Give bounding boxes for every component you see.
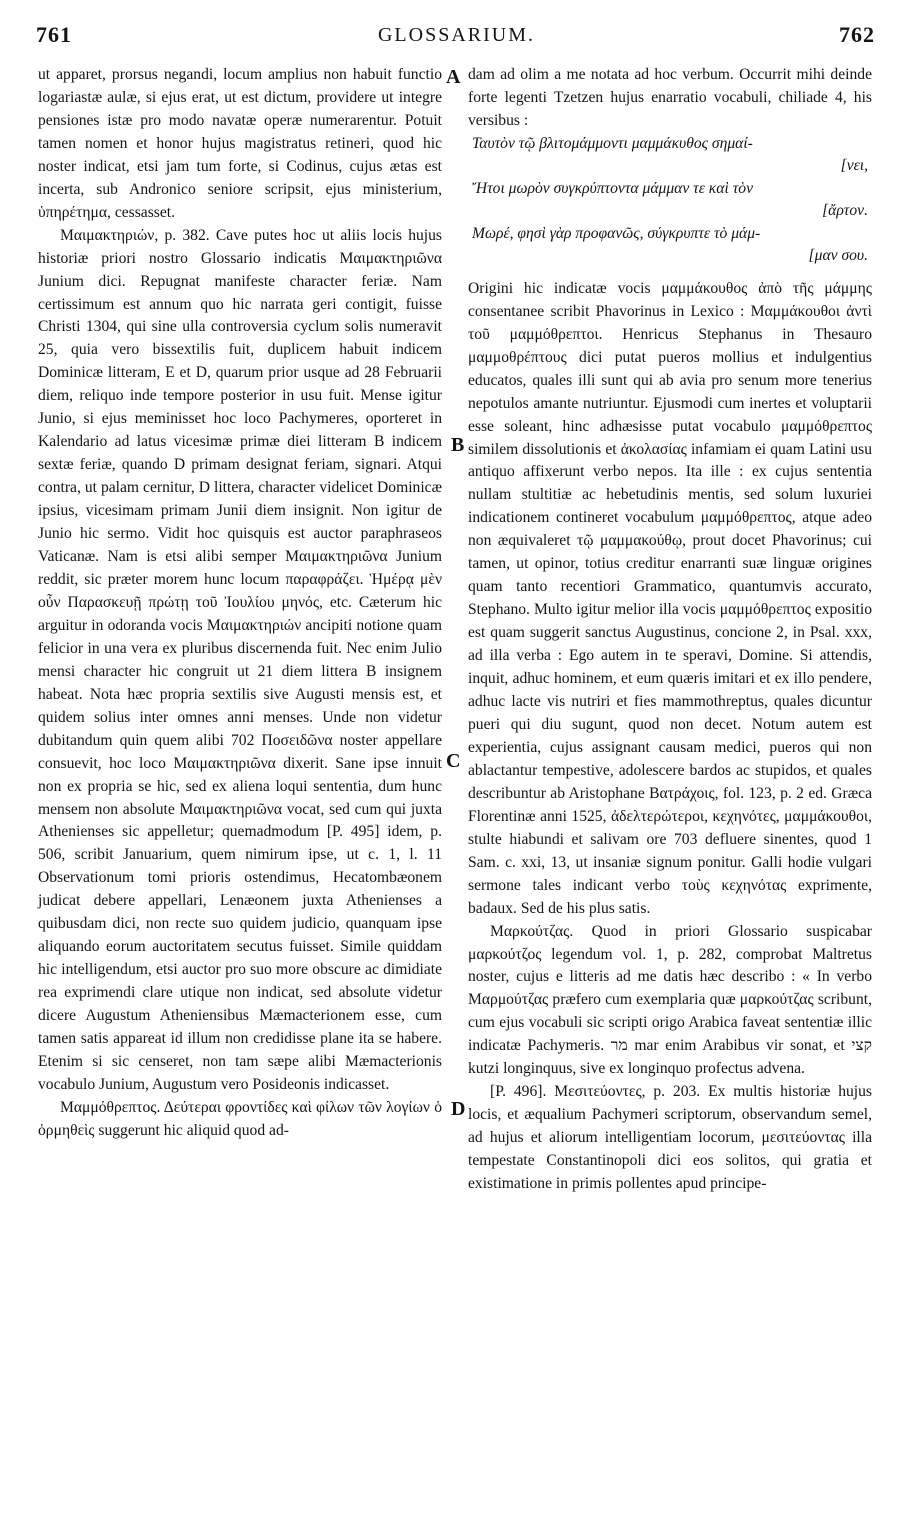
right-paragraph: Origini hic indicatæ vocis μαμμάκουθος ἀπὸ τῆς μάμμης consentanee scribit Phavorinus in Lexico : Μαμμάκουθοι ἀντὶ τοῦ μαμμόθρεπτοι. Henricus Stephanus in Thesauro μαμμοθρέπτους dici putat pueros mollius et indulgentius educatos, quales illi sunt qui ab avia pro senum more tenerius nepotulos amante nutriuntur. Ejusmodi cum inertes et voluptarii esse soleant, hinc adhæsisse putat vocabulo μαμμόθρεπτος similem dissolutionis et ἀκολασίας infamiam ei quam Latini usu antiquo affixerunt verbo nepos. Ita ille : ex cujus sententia nullam stultitiæ ac hebetudinis mentis, sed solum luxuriei indicationem contineret vocabulum μαμμόθρεπτος, atque adeo non æquivaleret τῷ μαμμακούθῳ, prout docet Phavorinus; cui tamen, ut opinor, totius creditur enarranti suæ linguæ origines quam tanto recentiori Grammatico, quantumvis accurato, Stephano. Multo igitur melior illa vocis μαμμόθρεπτος expositio est quam suggerit sanctus Augustinus, concione 2, in Psal. xxx, ad illa verba : Ego autem in te speravi, Domine. Si attendis, inquit, adhuc hominem, et eum quæris imitari et ex illo pendere, adhuc lacte vis nutriri et fies mammothreptus, quales dicuntur pueri qui diu sugunt, quod non decet. Notum autem est experientia, cujus assignant causam medici, pueros qui non ablactantur tempestive, adolescere bardos ac stupidos, et quales describuntur ab Aristophane Βατράχοις, fol. 123, p. 2 ed. Græca Florentinæ anni 1525, ἀδελτερώτεροι, κεχηνότες, μαμμάκουθοι, stulte hiabundi et salivam ore 703 defluere sinentes, quod 1 Sam. c. xxi, 13, ut insaniæ signum ponitur. Galli hodie vulgari sermone tales indicant verbo τοὺς κεχηνότας exprimente, badaux. Sed de his plus satis. — [468, 279, 872, 917]
left-paragraph: Μαιμακτηριών, p. 382. Cave putes hoc ut aliis locis hujus historiæ priori nostro Glossario indicatis Μαιμακτηριῶνα Junium dici. Repugnat manifeste character feriæ. Nam certissimum est annum quo hic narrata geri contigit, fuisse Christi 1304, qui sine ulla controversia cyclum solis numeravit 25, quia vero bissextilis fuit, duplicem habuit indicem Dominicæ litteram, E et D, quarum prior usque ad 28 Februarii diem, reliquo inde tempore posterior in usu fuit. Mense igitur Junio, si ejus meminisset hoc loco Pachymeres, oporteret in Kalendario ad latus vicesimæ primæ diei litteram B indicem sextæ feriæ, quando D primam designat feriam, signari. Atqui contra, ut palam cernitur, D littera, character videlicet Dominicæ ipsius, vicesimam primam Junii diem insignit. Non igitur de Junio hic sermo. Vidit hoc quisquis est auctor paraphraseos Vaticanæ. Nam is etsi alibi semper Μαιμακτηριῶνα Junium reddit, sic præter morem hunc locum παραφράζει. Ἡμέρᾳ μὲν οὖν Παρασκευῇ πρώτῃ τοῦ Ἰουλίου μηνός, etc. Cæterum hic arguitur in odoranda vocis Μαιμακτηριών ancipiti notione quam felicior in una vera ex pluribus discernenda fuit. Nec enim Julio mensi character hic congruit ut 21 diem littera B insignem habeat. Nota hæc propria sextilis sive Augusti mensis est, et quidem solius inter omnes anni menses. Unde non videtur dubitandum quin quem alibi 702 Ποσειδῶνα noster appellare consuevit, hoc loco Μαιμακτηριῶνα dixerit. Sane ipse innuit non ex propria se hic, sed ex aliena loqui sententia, dum hunc mensem non absolute Μαιμακτηριῶνα vocat, sed cum qui juxta Athenienses sic appelletur; quemadmodum [P. 495] idem, p. 506, scribit Januarium, quem nimirum ipse, ut c. 1, l. 11 Observationum tomi prioris ostendimus, Hecatombæonem judicat debere appellari, Lenæonem juxta Athenienses a quibusdam dici, non recte suo quidem judicio, quanquam ipse aliquando eorum auctoritatem secutus fuisset. Simile quiddam hic intelligendum, etsi auctor pro suo more obscure ac dimidiate rea exprimendi clare utique non indicat, sed absolute videtur dicere Augustum Atheniensibus Mæmacterionem esse, cum tamen satis appareat id illum non credidisse plane ita se habere. Etenim si sic censeret, non tam sæpe alibi Mæmacterionis vocabulo Junium, Augustum vero Posideonis indicasset. — [38, 226, 442, 1093]
verse-continuation: [ἄρτον. — [822, 202, 868, 220]
tzetzes-verse — [468, 133, 872, 268]
right-paragraph: Μαρκούτζας. Quod in priori Glossario suspicabar μαρκούτζος legendum vol. 1, p. 282, comprobat Maltretus noster, cujus e litteris ad me datis hæc describo : « In verbo Μαρμούτζας præfero cum exemplaria quæ μαρκούτζας scribunt, cum ejus vocabuli sic scripti origo Arabica faveat sententiæ illic indicatæ Pachymeris. מר mar enim Arabibus vir sonat, et קצי kutzi longinquus, sive ex longinquo profectus advena. — [468, 922, 872, 1078]
page-number-left: 761 — [36, 22, 72, 47]
verse-line: Μωρέ, φησὶ γὰρ προφανῶς, σύγκρυπτε τὸ μάμ- — [472, 224, 761, 242]
running-title: GLOSSARIUM. — [377, 24, 536, 46]
right-column — [468, 64, 872, 1196]
page-number-right: 762 — [839, 22, 875, 47]
verse-line: Ταυτὸν τῷ βλιτομάμμοντι μαμμάκυθος σημαί- — [472, 134, 753, 152]
verse-continuation: [νει, — [840, 157, 868, 175]
margin-letter-d: D — [451, 1098, 466, 1120]
verse-continuation: [μαν σου. — [808, 247, 868, 265]
left-column — [38, 64, 442, 1143]
left-paragraph: ut apparet, prorsus negandi, locum amplius non habuit functio logariastæ aulæ, si ejus erat, ut est dictum, providere ut integre pensiones istæ pro modo navatæ operæ numerarentur. Potuit tamen nomen et honor hujus magistratus retineri, quod hic noster indicat, etsi jam tum forte, si Codinus, cujus ætas est incerta, sub Andronico seniore scripsit, ejus ministerium, ὑπηρέτημα, cessasset. — [38, 66, 442, 221]
left-paragraph: Μαμμόθρεπτος. Δεύτεραι φροντίδες καὶ φίλων τῶν λογίων ὁ ὁρμηθεὶς suggerunt hic aliquid quod ad- — [38, 1098, 442, 1139]
margin-letter-a: A — [446, 66, 461, 88]
margin-letter-c: C — [446, 750, 461, 772]
margin-letter-b: B — [451, 434, 465, 456]
verse-line: Ἤτοι μωρὸν συγκρύπτοντα μάμμαν τε καὶ τὸν — [472, 179, 754, 197]
right-paragraph: [P. 496]. Μεσιτεύοντες, p. 203. Ex multis historiæ hujus locis, et æqualium Pachymeri scriptorum, observandum semel, ad hujus et aliorum intelligentiam locorum, μεσιτεύοντας illa tempestate Constantinopoli dici eos solitos, qui gratia et existimatione in primis pollentes apud principe- — [468, 1083, 872, 1193]
page-header — [0, 22, 913, 56]
right-intro: dam ad olim a me notata ad hoc verbum. Occurrit mihi deinde forte legenti Tzetzen hujus enarratio vocabuli, chiliade 4, his versibus : — [468, 66, 872, 129]
